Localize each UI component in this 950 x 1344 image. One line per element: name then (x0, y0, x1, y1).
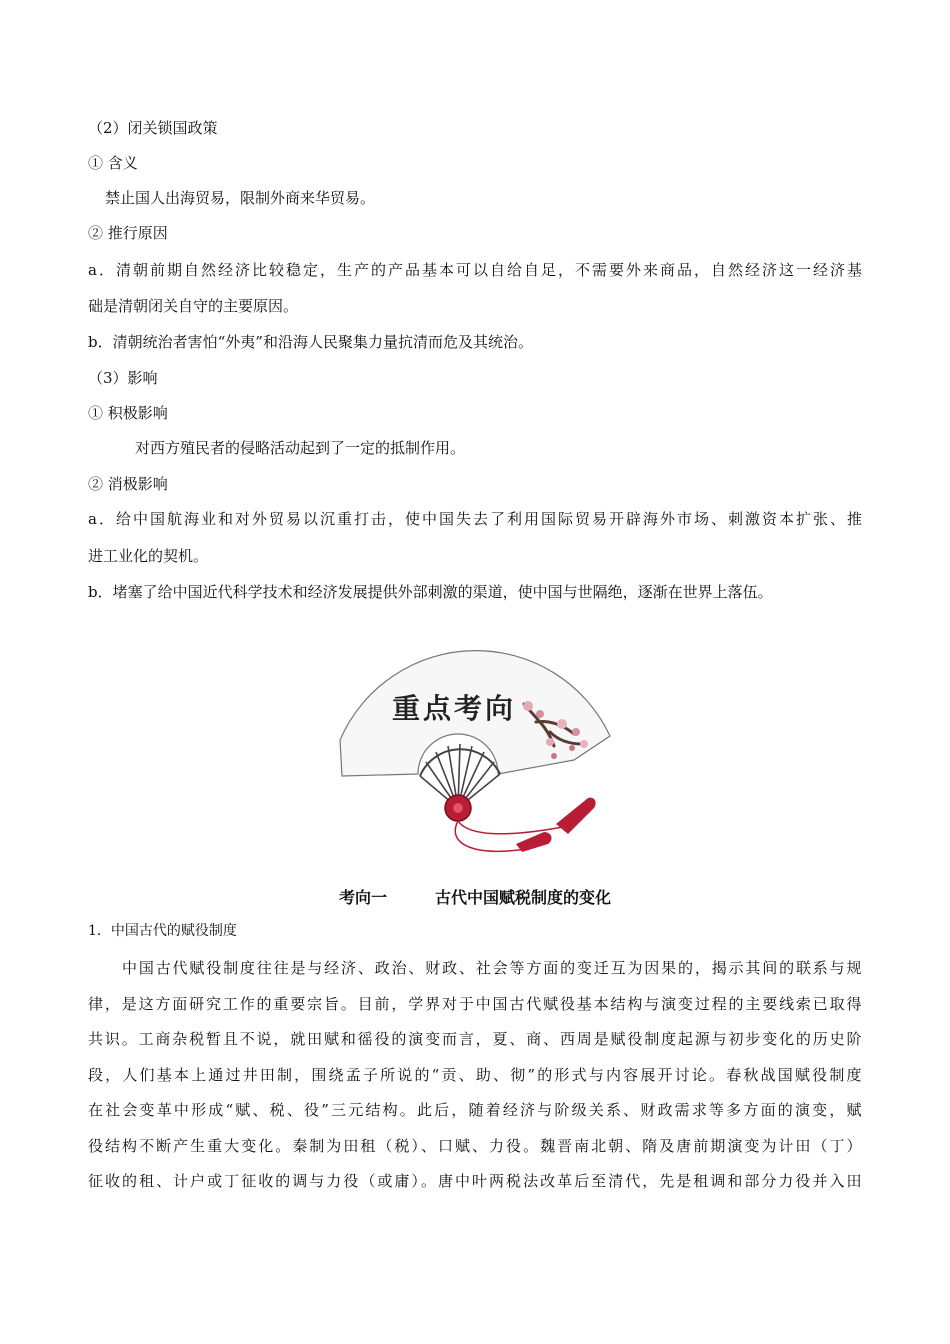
tassel-2 (516, 832, 551, 852)
subsection-title-corvee: 1．中国古代的赋役制度 (88, 923, 237, 939)
reason-b: b．清朝统治者害怕“外夷”和沿海人民聚集力量抗清而危及其统治。 (88, 333, 533, 351)
key-topic-fan-banner (336, 648, 614, 860)
paragraph-line: 律，是这方面研究工作的重要宗旨。目前，学界对于中国古代赋役基本结构与演变过程的主要线索已取得 (88, 994, 862, 1013)
reason-a-line2: 础是清朝闭关自守的主要原因。 (88, 297, 299, 315)
negative-b: b．堵塞了给中国近代科学技术和经济发展提供外部刺激的渠道，使中国与世隔绝，逐渐在世界上落伍。 (88, 583, 773, 601)
paragraph-line: 中国古代赋役制度往往是与经济、政治、财政、社会等方面的变迁互为因果的，揭示其间的联系与规 (122, 959, 862, 977)
negative-a-line1: a．给中国航海业和对外贸易以沉重打击，使中国失去了利用国际贸易开辟海外市场、刺激资本扩张、推 (88, 510, 862, 528)
paragraph-line: 征收的租、计户或丁征收的调与力役（或庸）。唐中叶两税法改革后至清代，先是租调和部分力役并入田 (88, 1172, 862, 1190)
reason-a-line1: a．清朝前期自然经济比较稳定，生产的产品基本可以自给自足，不需要外来商品，自然经济这一经济基 (88, 261, 862, 279)
tassel-cord-1 (458, 821, 568, 834)
paragraph-line: 段，人们基本上通过井田制，围绕孟子所说的“贡、助、彻”的形式与内容展开讨论。春秋战国赋役制度 (88, 1065, 862, 1084)
positive-text: 对西方殖民者的侵略活动起到了一定的抵制作用。 (135, 439, 466, 457)
topic-title: 古代中国赋税制度的变化 (435, 888, 612, 907)
negative-label: ② 消极影响 (88, 475, 168, 493)
paragraph-line: 在社会变革中形成“赋、税、役”三元结构。此后，随着经济与阶级关系、财政需求等多方面的演变，赋 (88, 1101, 862, 1119)
section-title-closed-door-policy: （2）闭关锁国政策 (88, 119, 218, 137)
meaning-text: 禁止国人出海贸易，限制外商来华贸易。 (105, 189, 376, 207)
positive-label: ① 积极影响 (88, 404, 168, 422)
fan-pivot-center (453, 803, 463, 813)
topic-heading (0, 887, 950, 909)
paragraph-line: 共识。工商杂税暂且不说，就田赋和徭役的演变而言，夏、商、西周是赋役制度起源与初步变化的历史阶 (88, 1030, 862, 1048)
negative-a-line2: 进工业化的契机。 (88, 547, 209, 565)
paragraph-line: 役结构不断产生重大变化。秦制为田租（税）、口赋、力役。魏晋南北朝、隋及唐前期演变为计田（丁） (88, 1136, 862, 1155)
key-topic-title: 重点考向 (391, 692, 517, 725)
section-title-influence: （3）影响 (88, 369, 158, 387)
reason-label: ② 推行原因 (88, 224, 168, 242)
meaning-label: ① 含义 (88, 154, 138, 172)
corvee-paragraph (88, 951, 862, 1200)
topic-label: 考向一 (338, 888, 387, 907)
tassel-1 (556, 798, 596, 834)
